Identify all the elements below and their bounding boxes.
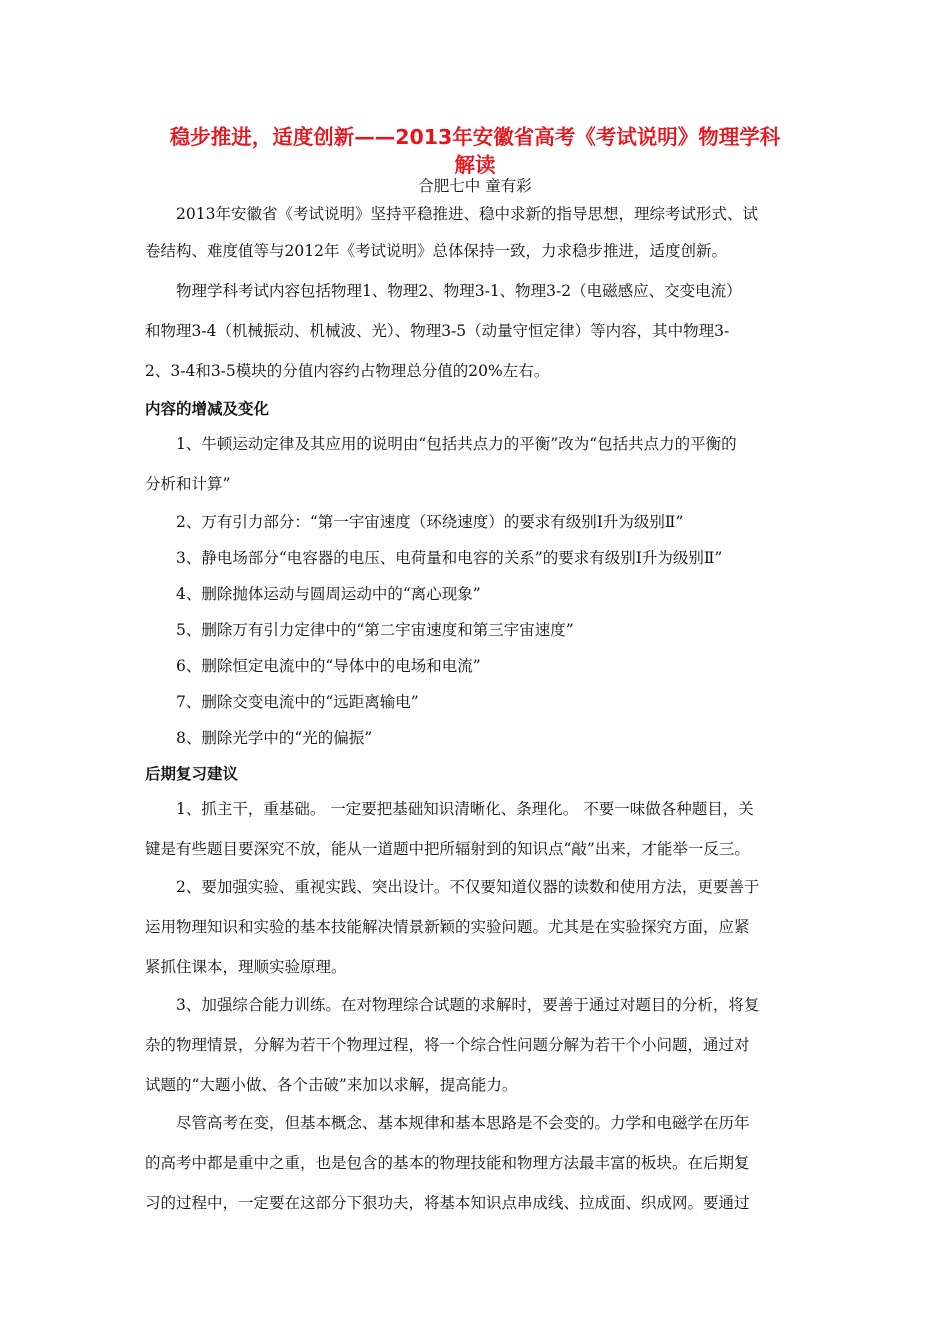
list-item: 5、删除万有引力定律中的“第二宇宙速度和第三宇宙速度”: [176, 621, 574, 639]
paragraph-line: 卷结构、难度值等与2012年《考试说明》总体保持一致，力求稳步推进，适度创新。: [145, 242, 727, 260]
section-heading-review: 后期复习建议: [145, 765, 239, 783]
paragraph-line: 和物理3-4（机械振动、机械波、光）、物理3-5（动量守恒定律）等内容，其中物理3-: [145, 322, 730, 340]
list-item-continuation: 分析和计算”: [145, 475, 231, 493]
section-heading-changes: 内容的增减及变化: [145, 400, 270, 418]
document-title-line-2: 解读: [454, 153, 496, 177]
list-item: 3、静电场部分“电容器的电压、电荷量和电容的关系”的要求有级别Ⅰ升为级别Ⅱ”: [176, 549, 723, 567]
paragraph-line: 2、3-4和3-5模块的分值内容约占物理总分值的20%左右。: [145, 362, 550, 380]
paragraph-line: 物理学科考试内容包括物理1、物理2、物理3-1、物理3-2（电磁感应、交变电流）: [176, 282, 742, 300]
list-item: 2、万有引力部分：“第一宇宙速度（环绕速度）的要求有级别Ⅰ升为级别Ⅱ”: [176, 513, 684, 531]
paragraph-line: 试题的“大题小做、各个击破”来加以求解，提高能力。: [145, 1076, 518, 1094]
paragraph-line: 2013年安徽省《考试说明》坚持平稳推进、稳中求新的指导思想，理综考试形式、试: [176, 205, 758, 223]
paragraph-line: 尽管高考在变，但基本概念、基本规律和基本思路是不会变的。力学和电磁学在历年: [176, 1114, 750, 1132]
list-item: 4、删除抛体运动与圆周运动中的“离心现象”: [176, 585, 481, 603]
paragraph-line: 杂的物理情景，分解为若干个物理过程，将一个综合性问题分解为若干个小问题，通过对: [145, 1036, 750, 1054]
document-title-line-1: 稳步推进，适度创新——2013年安徽省高考《考试说明》物理学科: [169, 125, 781, 149]
paragraph-line: 紧抓住课本，理顺实验原理。: [145, 958, 347, 976]
paragraph-line: 键是有些题目要深究不放，能从一道题中把所辐射到的知识点“敲”出来，才能举一反三。: [145, 840, 750, 858]
author-line: 合肥七中 童有彩: [418, 177, 532, 195]
list-item: 8、删除光学中的“光的偏振”: [176, 729, 373, 747]
paragraph-line: 1、抓主干，重基础。 一定要把基础知识清晰化、条理化。 不要一味做各种题目，关: [176, 800, 754, 818]
list-item: 7、删除交变电流中的“远距离输电”: [176, 693, 419, 711]
paragraph-line: 3、加强综合能力训练。在对物理综合试题的求解时，要善于通过对题目的分析，将复: [176, 996, 760, 1014]
paragraph-line: 习的过程中，一定要在这部分下狠功夫，将基本知识点串成线、拉成面、织成网。要通过: [145, 1194, 750, 1212]
paragraph-line: 运用物理知识和实验的基本技能解决情景新颖的实验问题。尤其是在实验探究方面，应紧: [145, 918, 750, 936]
list-item: 6、删除恒定电流中的“导体中的电场和电流”: [176, 657, 481, 675]
paragraph-line: 2、要加强实验、重视实践、突出设计。不仅要知道仪器的读数和使用方法，更要善于: [176, 878, 760, 896]
list-item: 1、牛顿运动定律及其应用的说明由“包括共点力的平衡”改为“包括共点力的平衡的: [176, 435, 737, 453]
paragraph-line: 的高考中都是重中之重，也是包含的基本的物理技能和物理方法最丰富的板块。在后期复: [145, 1154, 750, 1172]
